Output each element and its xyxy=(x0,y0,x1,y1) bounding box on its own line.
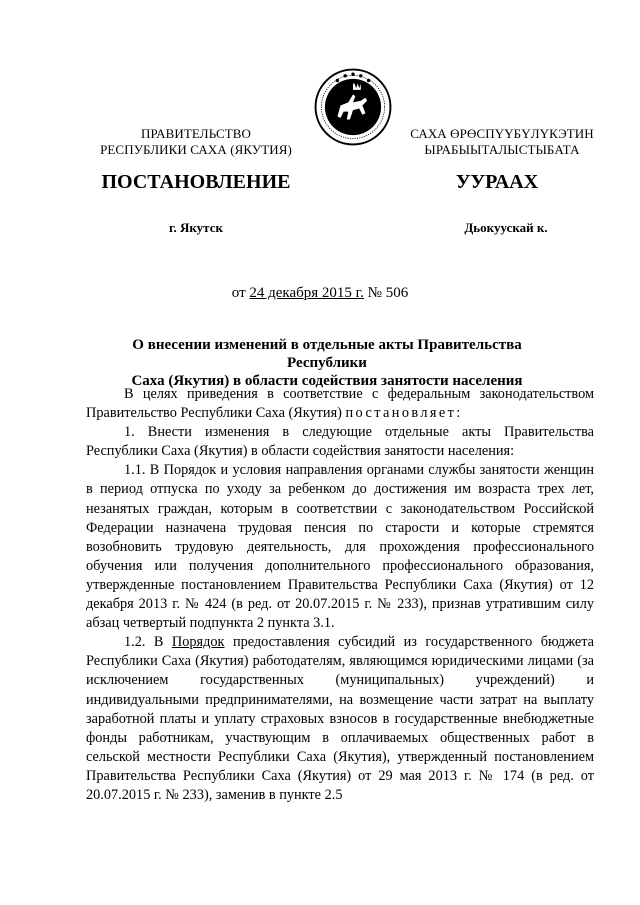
government-name-ru xyxy=(92,126,300,158)
city-ru: г. Якутск xyxy=(169,220,223,235)
document-type-sakha: УУРААХ xyxy=(455,171,539,193)
date-prefix: от xyxy=(231,285,250,301)
p12-start: 1.2. В xyxy=(124,634,172,651)
org-line-1: ПРАВИТЕЛЬСТВО xyxy=(140,126,252,141)
paragraph-1: 1. Внести изменения в следующие отдельные акты Правительства Республики Саха (Якутия) в области содействия занятости населения: xyxy=(86,424,594,460)
paragraph-preamble xyxy=(86,385,594,423)
government-name-sakha xyxy=(392,126,612,158)
org-line-1: САХА ӨРӨСПҮҮБҮЛҮКЭТИН xyxy=(410,126,594,141)
p12-rest: предоставления субсидий из государственного бюджета Республики Саха (Якутия) работодателям, являющимся юридическими лицами (за исключением государственных (муниципальных) учреждений) и индивидуальными предпринимателями, на возмещение части затрат на выплату заработной платы и уплату страховых взносов в государственные внебюджетные фонды работникам, участвующим в оплачиваемых общественных работ в сельской местности Республики Саха (Якутия), утвержденный постановлением Правительства Республики Саха (Якутия) от 29 мая 2013 г. № 174 (в ред. от 20.07.2015 г. № 233), заменив в пункте 2.5 xyxy=(86,634,595,803)
subject-line-1: О внесении изменений в отдельные акты Правительства Республики xyxy=(132,337,522,371)
org-line-2: РЕСПУБЛИКИ САХА (ЯКУТИЯ) xyxy=(100,142,292,157)
document-type-ru: ПОСТАНОВЛЕНИЕ xyxy=(101,171,291,193)
paragraph-1-1: 1.1. В Порядок и условия направления органами службы занятости женщин в период отпуска по уходу за ребенком до достижения им возраста трех лет, незанятых граждан, которым в соответствии с законодательством Российской Федерации назначена трудовая пенсия по старости и которые стремятся возобновить трудовую деятельность, для прохождения профессионального обучения или получения дополнительного профессионального образования, утвержденные постановлением Правительства Республики Саха (Якутия) от 12 декабря 2013 г. № 424 (в ред. от 20.07.2015 г. № 233), признав утратившим силу абзац четвертый подпункта 2 пункта 3.1. xyxy=(86,462,594,632)
decree-date: 24 декабря 2015 г. xyxy=(249,285,364,301)
preamble-resolves: постановляет: xyxy=(345,405,463,422)
org-line-2: ЫРАБЫЫТАЛЫСТЫБАТА xyxy=(424,142,580,157)
coat-of-arms-icon xyxy=(314,68,392,146)
subject-line-2: Саха (Якутия) в области содействия занятости населения xyxy=(131,373,523,389)
decree-date-number xyxy=(0,284,640,302)
paragraph-1-2 xyxy=(86,633,594,805)
decree-subject xyxy=(96,336,558,390)
city-sakha: Дьокуускай к. xyxy=(464,220,548,235)
decree-number: № 506 xyxy=(363,285,409,301)
decree-body xyxy=(86,385,594,805)
procedure-link[interactable]: Порядок xyxy=(171,634,225,651)
preamble-text: В целях приведения в соответствие с федеральным законодательством Правительство Республики Саха (Якутия) xyxy=(86,386,594,422)
